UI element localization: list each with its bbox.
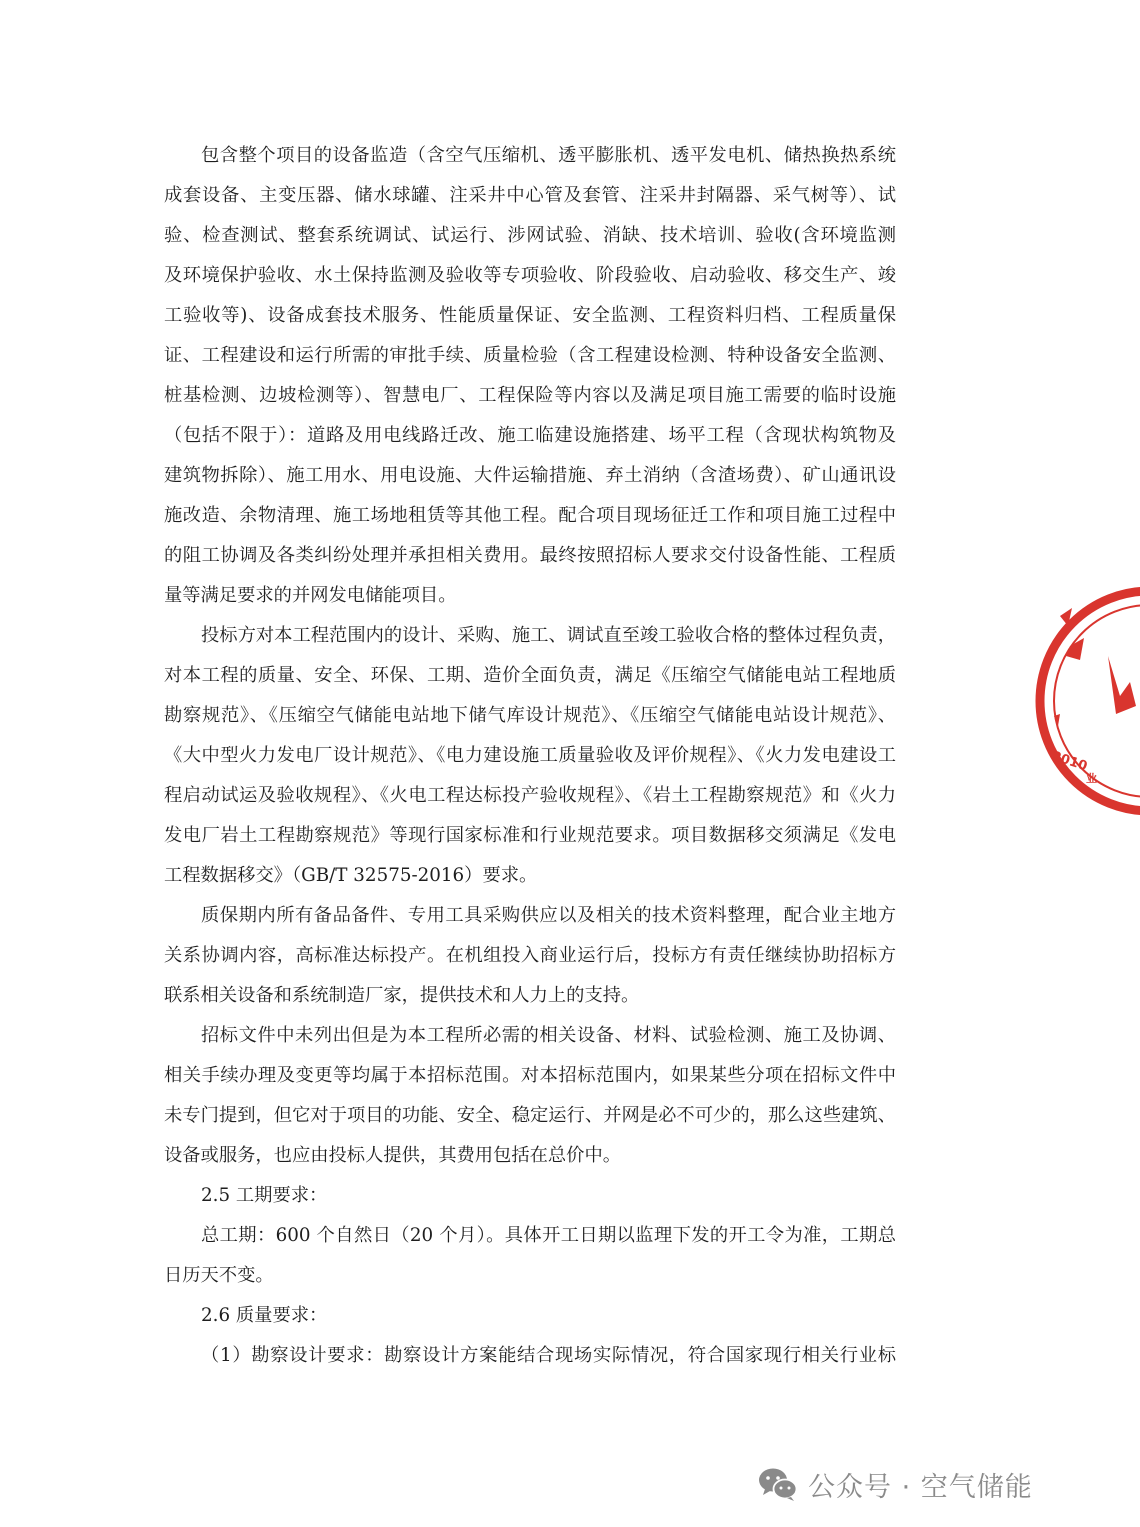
seal-year-text: 2010 (1049, 748, 1089, 775)
text-line: 成套设备、主变压器、储水球罐、注采井中心管及套管、注采井封隔器、采气树等）、试 (164, 185, 896, 206)
text-line: 施改造、余物清理、施工场地租赁等其他工程。配合项目现场征迁工作和项目施工过程中 (164, 505, 896, 526)
text-line: 2.5 工期要求： (201, 1185, 328, 1206)
text-line: 量等满足要求的并网发电储能项目。 (164, 585, 457, 606)
text-line: 2.6 质量要求： (201, 1305, 328, 1326)
text-line: 关系协调内容，高标准达标投产。在机组投入商业运行后，投标方有责任继续协助招标方 (164, 945, 896, 966)
text-line: 联系相关设备和系统制造厂家，提供技术和人力上的支持。 (164, 985, 640, 1006)
text-line: 工程数据移交》（GB/T 32575-2016）要求。 (164, 865, 538, 886)
text-line: 质保期内所有备品备件、专用工具采购供应以及相关的技术资料整理，配合业主地方 (201, 905, 896, 926)
text-line: 验、检查测试、整套系统调试、试运行、涉网试验、消缺、技术培训、验收(含环境监测 (164, 225, 896, 246)
text-line: 建筑物拆除）、施工用水、用电设施、大件运输措施、弃土消纳（含渣场费）、矿山通讯设 (164, 465, 896, 486)
text-line: 总工期：600 个自然日（20 个月）。具体开工日期以监理下发的开工令为准，工期总 (201, 1225, 896, 1246)
text-line: 包含整个项目的设备监造（含空气压缩机、透平膨胀机、透平发电机、储热换热系统 (201, 145, 896, 166)
text-line: 证、工程建设和运行所需的审批手续、质量检验（含工程建设检测、特种设备安全监测、 (164, 345, 896, 366)
text-line: 日历天不变。 (164, 1265, 274, 1286)
watermark (758, 1462, 1033, 1506)
red-seal-stamp (1000, 586, 1140, 816)
text-line: 设备或服务，也应由投标人提供，其费用包括在总价中。 (164, 1145, 622, 1166)
text-line: 勘察规范》、《压缩空气储能电站地下储气库设计规范》、《压缩空气储能电站设计规范》、 (164, 705, 896, 726)
text-line: 对本工程的质量、安全、环保、工期、造价全面负责，满足《压缩空气储能电站工程地质 (164, 665, 896, 686)
text-line: 桩基检测、边坡检测等）、智慧电厂、工程保险等内容以及满足项目施工需要的临时设施 (164, 385, 896, 406)
text-line: 及环境保护验收、水土保持监测及验收等专项验收、阶段验收、启动验收、移交生产、竣 (164, 265, 896, 286)
text-line: （包括不限于）：道路及用电线路迁改、施工临建设施搭建、场平工程（含现状构筑物及 (164, 425, 896, 446)
text-line: 投标方对本工程范围内的设计、采购、施工、调试直至竣工验收合格的整体过程负责， (201, 625, 896, 646)
text-line: 程启动试运及验收规程》、《火电工程达标投产验收规程》、《岩土工程勘察规范》和《火力 (164, 785, 896, 806)
text-line: 招标文件中未列出但是为本工程所必需的相关设备、材料、试验检测、施工及协调、 (201, 1025, 896, 1046)
seal-char-text: 业 (1086, 772, 1097, 785)
text-line: 发电厂岩土工程勘察规范》等现行国家标准和行业规范要求。项目数据移交须满足《发电 (164, 825, 896, 846)
text-line: 相关手续办理及变更等均属于本招标范围。对本招标范围内，如果某些分项在招标文件中 (164, 1065, 896, 1086)
text-line: （1）勘察设计要求：勘察设计方案能结合现场实际情况，符合国家现行相关行业标 (201, 1345, 896, 1366)
text-line: 未专门提到，但它对于项目的功能、安全、稳定运行、并网是必不可少的，那么这些建筑、 (164, 1105, 896, 1126)
text-line: 工验收等)、设备成套技术服务、性能质量保证、安全监测、工程资料归档、工程质量保 (164, 305, 896, 326)
wechat-icon (758, 1466, 798, 1502)
text-line: 《大中型火力发电厂设计规范》、《电力建设施工质量验收及评价规程》、《火力发电建设工 (164, 745, 896, 766)
document-body (164, 136, 896, 1376)
text-line: 的阻工协调及各类纠纷处理并承担相关费用。最终按照招标人要求交付设备性能、工程质 (164, 545, 896, 566)
watermark-text: 公众号 · 空气储能 (808, 1471, 1033, 1503)
